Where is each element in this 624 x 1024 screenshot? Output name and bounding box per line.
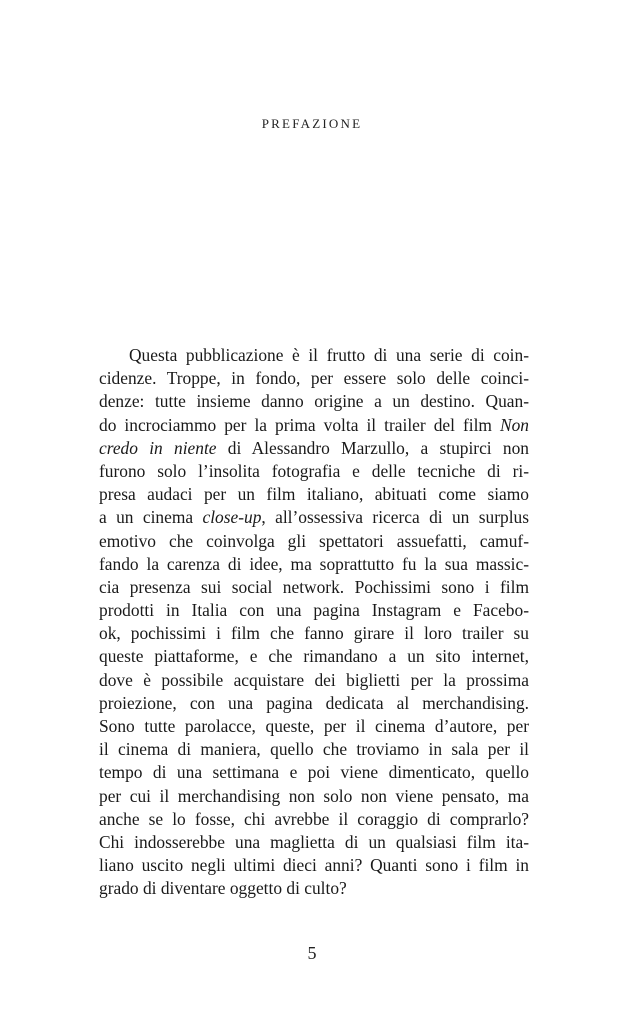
text-line-21: anche se lo fosse, chi avrebbe il coraggio di comprarlo?: [99, 808, 529, 829]
text-line-20: per cui il merchandising non solo non viene pensato, ma: [99, 785, 529, 806]
text-line-19: tempo di una settimana e poi viene dimenticato, quello: [99, 762, 529, 783]
text-line-22: Chi indosserebbe una maglietta di un qualsiasi film ita-: [99, 831, 529, 852]
text-line-23: liano uscito negli ultimi dieci anni? Quanti sono i film in: [99, 855, 529, 876]
text-line-14: queste piattaforme, e che rimandano a un sito internet,: [99, 646, 529, 667]
text-line-8: a un cinema close-up, all’ossessiva ricerca di un surplus: [99, 507, 529, 528]
film-title-italic: credo in niente: [99, 437, 217, 458]
text-line-17: Sono tutte parolacce, queste, per il cinema d’autore, per: [99, 716, 529, 736]
text-line-2: cidenze. Troppe, in fondo, per essere solo delle coinci-: [99, 368, 529, 389]
text-line-15: dove è possibile acquistare dei biglietti per la prossima: [99, 669, 529, 690]
text-line-6: furono solo l’insolita fotografia e delle tecniche di ri-: [99, 460, 529, 481]
text-line-18: il cinema di maniera, quello che troviamo in sala per il: [99, 739, 529, 760]
text-line-13: ok, pochissimi i film che fanno girare il loro trailer su: [99, 623, 529, 644]
preface-paragraph: [99, 344, 529, 901]
text-line-3: denze: tutte insieme danno origine a un destino. Quan-: [99, 391, 529, 412]
text-line-11: cia presenza sui social network. Pochissimi sono i film: [99, 576, 529, 597]
text-line-1: Questa pubblicazione è il frutto di una serie di coin-: [129, 345, 529, 365]
film-title-italic: Non: [500, 414, 529, 435]
text-line-9: emotivo che coinvolga gli spettatori assuefatti, camuf-: [99, 530, 529, 551]
text-line-16: proiezione, con una pagina dedicata al merchandising.: [99, 692, 529, 713]
italic-term: close-up: [202, 507, 262, 528]
text-line-12: prodotti in Italia con una pagina Instagram e Facebo-: [99, 600, 529, 621]
running-head: PREFAZIONE: [261, 116, 363, 131]
text-line-5: credo in niente di Alessandro Marzullo, a stupirci non: [99, 437, 529, 458]
text-line-4: do incrociammo per la prima volta il trailer del film Non: [99, 414, 529, 435]
text-line-7: presa audaci per un film italiano, abituati come siamo: [99, 484, 529, 505]
text-line-10: fando la carenza di idee, ma soprattutto fu la sua massic-: [99, 553, 529, 574]
page-number: 5: [307, 943, 317, 963]
text-line-24: grado di diventare oggetto di culto?: [99, 878, 347, 899]
